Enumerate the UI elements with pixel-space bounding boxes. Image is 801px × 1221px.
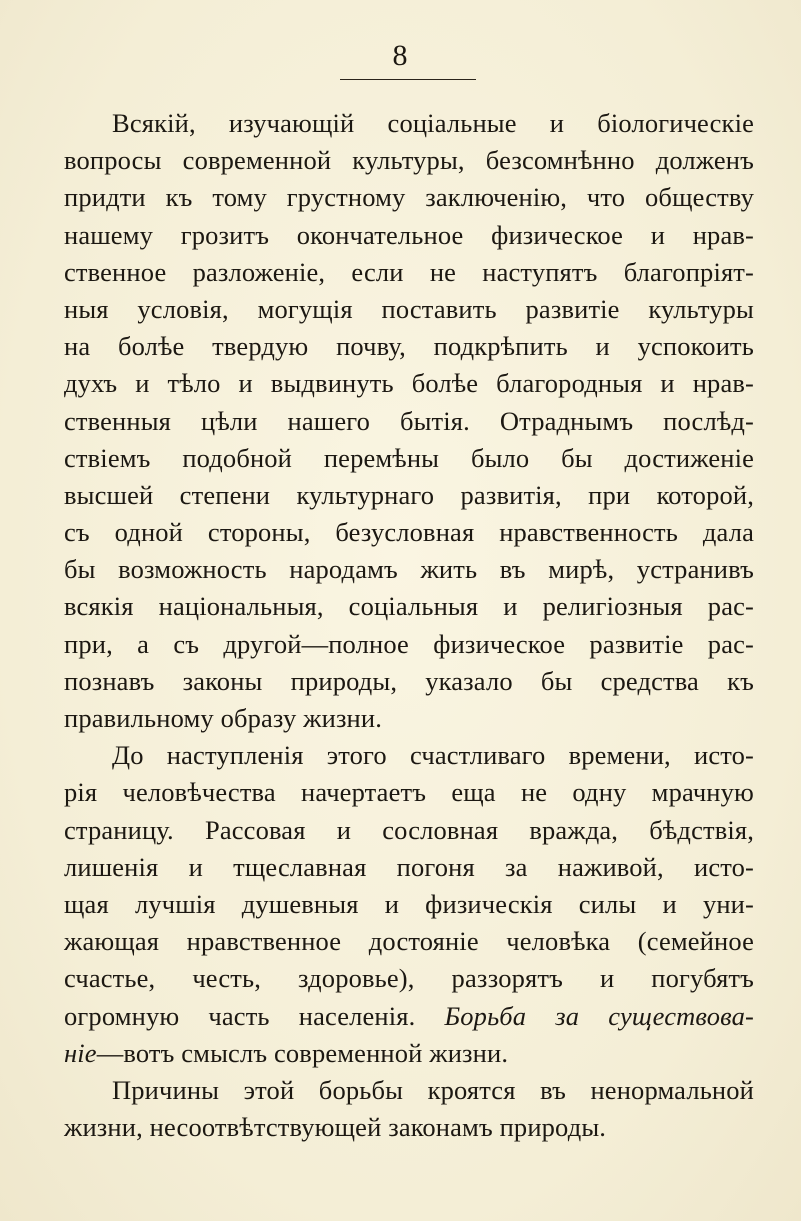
text-line: жающая нравственное достояніе человѣка (семейное <box>64 926 754 957</box>
body-text <box>64 105 754 1146</box>
text-line: рія человѣчества начертаетъ еща не одну мрачную <box>64 777 754 808</box>
text-line: щая лучшія душевныя и физическія силы и уни- <box>64 888 754 919</box>
italic-phrase: Борьба за существова- <box>444 1000 754 1031</box>
text-line: познавъ законы природы, указало бы средства къ <box>64 665 754 696</box>
page-number: 8 <box>392 39 409 72</box>
text-line: До наступленія этого счастливаго времени, исто- <box>112 740 754 771</box>
text-line: духъ и тѣло и выдвинуть болѣе благородныя и нрав- <box>64 368 754 399</box>
header-rule <box>340 79 476 80</box>
paragraph-2 <box>64 737 754 1072</box>
text-line: лишенія и тщеславная погоня за наживой, исто- <box>64 851 754 882</box>
text-line <box>64 1035 754 1072</box>
text-line <box>64 998 754 1035</box>
text-line: Всякій, изучающій соціальные и біологическіе <box>112 108 754 138</box>
text-line: ныя условія, могущія поставить развитіе культуры <box>64 293 754 324</box>
paragraph-3 <box>64 1072 754 1146</box>
text-line: придти къ тому грустному заключенію, что обществу <box>64 182 754 213</box>
text-line: высшей степени культурнаго развитія, при которой, <box>64 479 754 510</box>
paragraph-1 <box>64 105 754 737</box>
text-line: ственное разложеніе, если не наступятъ благопріят- <box>64 256 754 287</box>
text-line: вопросы современной культуры, безсомнѣнно долженъ <box>64 145 754 176</box>
text-line: нашему грозитъ окончательное физическое и нрав- <box>64 219 754 250</box>
text-line: всякія національныя, соціальныя и религіозныя рас- <box>64 591 754 622</box>
text-line: страницу. Рассовая и сословная вражда, бѣдствія, <box>64 814 754 845</box>
text-line: Причины этой борьбы кроятся въ ненормальной <box>112 1074 754 1105</box>
text-line: съ одной стороны, безусловная нравственность дала <box>64 517 754 548</box>
text-line: правильному образу жизни. <box>64 703 382 733</box>
text-line: ствіемъ подобной перемѣны было бы достиженіе <box>64 442 754 473</box>
text-segment: огромную часть населенія. <box>64 1000 445 1031</box>
text-line: ственныя цѣли нашего бытія. Отраднымъ послѣд- <box>64 405 754 436</box>
text-line: на болѣе твердую почву, подкрѣпить и успокоить <box>64 331 754 362</box>
text-line: при, а съ другой—полное физическое развитіе рас- <box>64 628 754 659</box>
italic-phrase: ніе <box>64 1037 97 1068</box>
text-line: счастье, честь, здоровье), раззорятъ и погубятъ <box>64 963 754 994</box>
text-line: жизни, несоотвѣтствующей законамъ природы. <box>64 1112 607 1143</box>
text-line: бы возможность народамъ жить въ мирѣ, устранивъ <box>64 554 754 585</box>
text-segment: —вотъ смыслъ современной жизни. <box>96 1037 509 1068</box>
